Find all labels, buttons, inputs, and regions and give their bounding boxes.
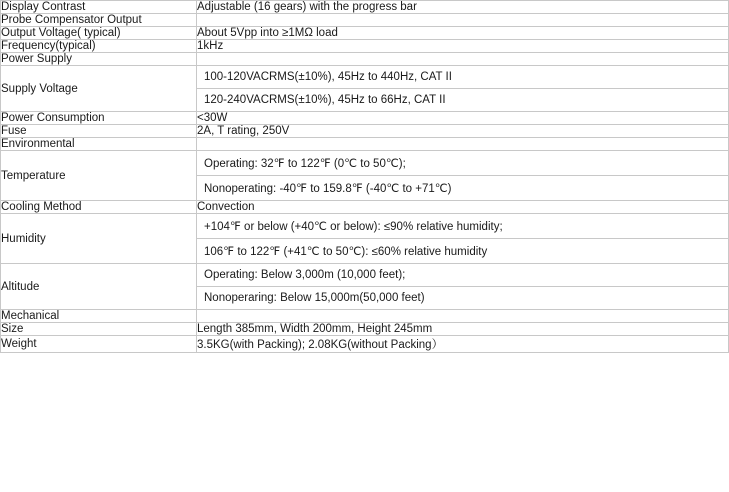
section-header-value xyxy=(197,138,729,151)
row-value: About 5Vpp into ≥1MΩ load xyxy=(197,27,729,40)
row-label: Temperature xyxy=(1,151,197,201)
table-row xyxy=(1,1,729,14)
section-header-value xyxy=(197,14,729,27)
table-row xyxy=(1,201,729,214)
table-row xyxy=(1,264,729,310)
row-value: Adjustable (16 gears) with the progress bar xyxy=(197,1,729,14)
table-row xyxy=(1,214,729,264)
row-value-line: Operating: 32℉ to 122℉ (0℃ to 50℃); xyxy=(204,158,406,170)
table-row xyxy=(1,151,729,201)
row-label: Humidity xyxy=(1,214,197,264)
table-row xyxy=(1,323,729,336)
table-row xyxy=(1,40,729,53)
row-value: 3.5KG(with Packing); 2.08KG(without Packing） xyxy=(197,336,729,353)
row-value: 1kHz xyxy=(197,40,729,53)
table-row xyxy=(1,310,729,323)
table-row xyxy=(1,112,729,125)
section-header: Mechanical xyxy=(1,310,197,323)
table-row xyxy=(1,27,729,40)
section-header: Environmental xyxy=(1,138,197,151)
row-value-line: Operating: Below 3,000m (10,000 feet); xyxy=(204,269,406,281)
table-row xyxy=(1,125,729,138)
row-value-line: Nonoperaring: Below 15,000m(50,000 feet) xyxy=(197,286,728,309)
row-label: Display Contrast xyxy=(1,1,197,14)
table-row xyxy=(1,66,729,112)
table-row xyxy=(1,138,729,151)
row-value-line: 120-240VACRMS(±10%), 45Hz to 66Hz, CAT II xyxy=(197,88,728,111)
section-header: Probe Compensator Output xyxy=(1,14,197,27)
row-value-line: Nonoperating: -40℉ to 159.8℉ (-40℃ to +71℃) xyxy=(197,175,728,200)
row-value-group xyxy=(197,214,729,264)
row-label: Power Consumption xyxy=(1,112,197,125)
row-label: Fuse xyxy=(1,125,197,138)
table-row xyxy=(1,14,729,27)
row-value-line: 106℉ to 122℉ (+41℃ to 50℃): ≤60% relative humidity xyxy=(197,238,728,263)
section-header-value xyxy=(197,53,729,66)
row-value: Convection xyxy=(197,201,729,214)
row-value: Length 385mm, Width 200mm, Height 245mm xyxy=(197,323,729,336)
row-label: Size xyxy=(1,323,197,336)
table-body xyxy=(1,1,729,353)
row-value-group xyxy=(197,151,729,201)
row-label: Output Voltage( typical) xyxy=(1,27,197,40)
section-header-value xyxy=(197,310,729,323)
row-label: Cooling Method xyxy=(1,201,197,214)
row-value: 2A, T rating, 250V xyxy=(197,125,729,138)
row-value-group xyxy=(197,66,729,112)
row-label: Altitude xyxy=(1,264,197,310)
row-label: Supply Voltage xyxy=(1,66,197,112)
section-header: Power Supply xyxy=(1,53,197,66)
row-value-line: +104℉ or below (+40℃ or below): ≤90% relative humidity; xyxy=(204,221,503,233)
row-label: Weight xyxy=(1,336,197,353)
row-value-group xyxy=(197,264,729,310)
row-label: Frequency(typical) xyxy=(1,40,197,53)
row-value-line: 100-120VACRMS(±10%), 45Hz to 440Hz, CAT II xyxy=(204,71,452,83)
table-row xyxy=(1,336,729,353)
row-value: <30W xyxy=(197,112,729,125)
table-row xyxy=(1,53,729,66)
